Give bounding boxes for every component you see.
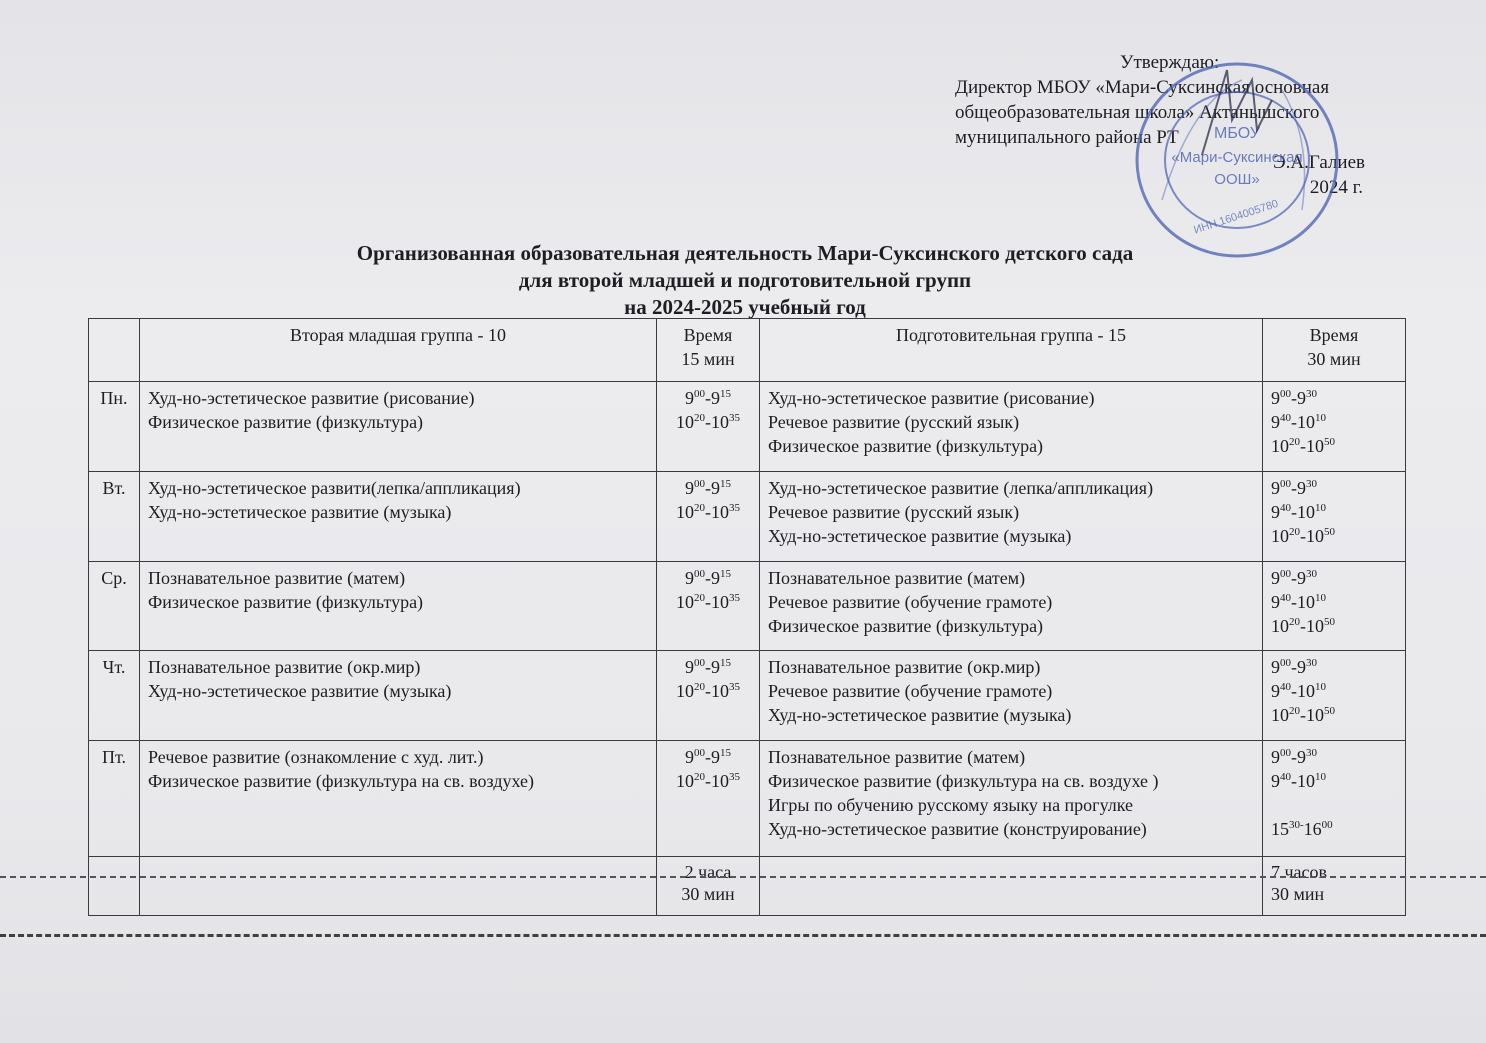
junior-time-start-min: 20	[694, 681, 705, 694]
junior-time-start-min: 00	[694, 388, 705, 401]
junior-time-end-min: 35	[729, 591, 740, 604]
junior-time-start-hour: 10	[676, 501, 694, 522]
header-prep-time	[1263, 319, 1406, 382]
junior-time-start-min: 00	[694, 567, 705, 580]
prep-times	[1263, 651, 1406, 741]
activity-item: Худ-но-эстетическое развитие (рисование)	[148, 388, 475, 409]
prep-time-start-min: 00	[1280, 746, 1291, 759]
prep-time-end-hour: -9	[1291, 657, 1306, 678]
approval-line-1: Директор МБОУ «Мари-Суксинская основная	[955, 77, 1330, 98]
header-prep-time-duration: 30 мин	[1307, 349, 1361, 369]
prep-time-start-hour: 9	[1271, 746, 1280, 767]
prep-time-start-min: 40	[1280, 412, 1291, 425]
totals-junior-hours: 2 часа	[684, 862, 732, 883]
junior-time-start-min: 20	[694, 770, 705, 783]
prep-time-start-hour: 9	[1271, 657, 1280, 678]
activity-item: Познавательное развитие (окр.мир)	[768, 657, 1041, 678]
junior-time-start-hour: 9	[685, 567, 694, 588]
junior-time-end-min: 35	[729, 770, 740, 783]
prep-time-end-min: 30	[1306, 657, 1317, 670]
prep-time-end-min: 50	[1324, 436, 1335, 449]
prep-time	[1271, 793, 1397, 817]
junior-time	[665, 590, 751, 614]
day-row	[89, 740, 1406, 856]
junior-time-start-hour: 9	[685, 477, 694, 498]
day-row	[89, 561, 1406, 651]
activity-item: Физическое развитие (физкультура)	[148, 591, 424, 612]
title-line-2: для второй младшей и подготовительной групп	[518, 268, 972, 292]
activity-item: Познавательное развитие (матем)	[768, 567, 1026, 588]
prep-time-end-hour: -10	[1291, 412, 1315, 433]
activity-item: Худ-но-эстетическое развитие (лепка/аппликация)	[768, 477, 1154, 498]
junior-activities	[140, 651, 657, 741]
activity-item: Худ-но-эстетическое развитие (музыка)	[768, 525, 1072, 546]
junior-time-end-min: 15	[720, 388, 731, 401]
prep-time-start-min: 20	[1289, 705, 1300, 718]
junior-time-end-hour: -9	[705, 388, 720, 409]
header-junior-time	[657, 319, 760, 382]
activity-item: Познавательное развитие (окр.мир)	[148, 657, 421, 678]
prep-time-start-hour: 10	[1271, 705, 1289, 726]
junior-activities	[140, 740, 657, 856]
prep-time-end-hour: -10	[1300, 705, 1324, 726]
prep-time	[1271, 566, 1397, 590]
activity-item: Речевое развитие (обучение грамоте)	[768, 681, 1053, 702]
prep-times	[1263, 382, 1406, 472]
prep-time-start-min: 20	[1289, 436, 1300, 449]
stamp-line-1: МБОУ	[1214, 125, 1260, 142]
prep-activities	[760, 382, 1263, 472]
junior-time-end-hour: -10	[705, 681, 729, 702]
prep-activities	[760, 740, 1263, 856]
junior-time-end-min: 35	[729, 412, 740, 425]
prep-time	[1271, 655, 1397, 679]
prep-time-start-min: 40	[1280, 591, 1291, 604]
junior-time	[665, 566, 751, 590]
totals-row	[89, 857, 1406, 916]
prep-time-end-hour: 16	[1303, 818, 1322, 839]
junior-time-start-hour: 10	[676, 681, 694, 702]
day-label: Ср.	[89, 561, 140, 651]
prep-time-end-min: 30	[1306, 477, 1317, 490]
prep-time-start-min: 40	[1280, 501, 1291, 514]
prep-time-end-min: 00	[1321, 818, 1333, 831]
junior-time-start-min: 00	[694, 477, 705, 490]
junior-time-end-hour: -10	[705, 591, 729, 612]
approval-line-3: муниципального района РТ	[955, 127, 1179, 148]
approval-line-2: общеобразовательная школа» Актанышского	[955, 102, 1320, 123]
totals-day-cell	[89, 857, 140, 916]
junior-time-start-min: 00	[694, 657, 705, 670]
day-label: Вт.	[89, 471, 140, 561]
fold-line	[0, 876, 1486, 878]
prep-time-end-min: 30	[1306, 746, 1317, 759]
prep-time	[1271, 745, 1397, 769]
approval-signatory: Э.А.Галиев	[1273, 152, 1365, 173]
activity-item: Худ-но-эстетическое развитие (рисование)	[768, 388, 1095, 409]
junior-time	[665, 679, 751, 703]
prep-time-start-min: 00	[1280, 567, 1291, 580]
activity-item: Худ-но-эстетическое развити(лепка/аппликация)	[148, 477, 521, 498]
day-row	[89, 471, 1406, 561]
stamp-line-3: ООШ»	[1214, 171, 1260, 188]
junior-time-start-min: 20	[694, 412, 705, 425]
junior-time-start-hour: 9	[685, 657, 694, 678]
prep-activities	[760, 561, 1263, 651]
activity-item: Физическое развитие (физкультура)	[148, 412, 424, 433]
prep-time	[1271, 524, 1397, 548]
prep-times	[1263, 471, 1406, 561]
activity-item: Физическое развитие (физкультура на св. воздухе )	[768, 770, 1159, 791]
totals-prep-cell	[760, 857, 1263, 916]
junior-time-start-hour: 9	[685, 746, 694, 767]
junior-time	[665, 476, 751, 500]
prep-time-start-min: 30-	[1289, 818, 1304, 831]
junior-time-end-min: 15	[720, 746, 731, 759]
prep-time	[1271, 386, 1397, 410]
junior-time	[665, 500, 751, 524]
prep-time-start-hour: 9	[1271, 412, 1280, 433]
junior-times	[657, 651, 760, 741]
day-row	[89, 651, 1406, 741]
prep-time-start-hour: 9	[1271, 477, 1280, 498]
schedule-table	[88, 318, 1406, 916]
prep-time-end-hour: -10	[1291, 591, 1315, 612]
prep-time	[1271, 679, 1397, 703]
prep-time-start-hour: 9	[1271, 501, 1280, 522]
junior-time-end-hour: -9	[705, 746, 720, 767]
junior-time-end-min: 15	[720, 477, 731, 490]
junior-time	[665, 410, 751, 434]
prep-time-end-hour: -10	[1291, 770, 1315, 791]
prep-time-start-hour: 9	[1271, 567, 1280, 588]
prep-time-start-min: 00	[1280, 657, 1291, 670]
junior-activities	[140, 561, 657, 651]
junior-activities	[140, 382, 657, 472]
school-stamp-icon	[1132, 60, 1342, 260]
junior-time-start-min: 20	[694, 591, 705, 604]
prep-time	[1271, 476, 1397, 500]
header-prep-group: Подготовительная группа - 15	[760, 319, 1263, 382]
activity-item: Худ-но-эстетическое развитие (музыка)	[768, 705, 1072, 726]
prep-time-end-min: 10	[1315, 501, 1326, 514]
header-junior-time-duration: 15 мин	[681, 349, 735, 369]
prep-time-start-hour: 9	[1271, 388, 1280, 409]
junior-time-end-hour: -10	[705, 770, 729, 791]
prep-times	[1263, 561, 1406, 651]
prep-time-start-hour: 9	[1271, 681, 1280, 702]
prep-time-start-hour: 10	[1271, 615, 1289, 636]
prep-time	[1271, 769, 1397, 793]
junior-time-start-min: 20	[694, 501, 705, 514]
prep-time	[1271, 500, 1397, 524]
table-header-row	[89, 319, 1406, 382]
activity-item: Речевое развитие (русский язык)	[768, 412, 1020, 433]
activity-item: Худ-но-эстетическое развитие (конструирование)	[768, 818, 1147, 839]
prep-time-end-min: 30	[1306, 388, 1317, 401]
junior-time-start-hour: 10	[676, 591, 694, 612]
approval-date: 2024 г.	[1309, 177, 1363, 198]
prep-time-start-hour: 15	[1271, 818, 1289, 839]
title-line-1: Организованная образовательная деятельность Мари-Суксинского детского сада	[356, 241, 1134, 265]
prep-activities	[760, 651, 1263, 741]
perforation-edge	[0, 934, 1486, 937]
junior-time-end-min: 35	[729, 501, 740, 514]
totals-junior-cell	[140, 857, 657, 916]
approval-heading: Утверждаю:	[1120, 52, 1220, 73]
day-label: Пн.	[89, 382, 140, 472]
totals-prep-minutes: 30 мин	[1271, 884, 1325, 905]
junior-time	[665, 745, 751, 769]
stamp-line-2: «Мари-Суксинская	[1171, 149, 1303, 166]
activity-item: Худ-но-эстетическое развитие (музыка)	[148, 501, 452, 522]
prep-time-start-hour: 9	[1271, 591, 1280, 612]
prep-time	[1271, 817, 1397, 841]
prep-time	[1271, 614, 1397, 638]
prep-time	[1271, 434, 1397, 458]
junior-time-end-hour: -10	[705, 501, 729, 522]
junior-times	[657, 382, 760, 472]
junior-time-end-hour: -9	[705, 567, 720, 588]
header-day-cell	[89, 319, 140, 382]
junior-time-end-min: 15	[720, 657, 731, 670]
prep-time-start-min: 00	[1280, 477, 1291, 490]
prep-time-start-min: 40	[1280, 681, 1291, 694]
junior-time-start-hour: 10	[676, 412, 694, 433]
prep-time-end-hour: -10	[1291, 681, 1315, 702]
activity-item: Физическое развитие (физкультура)	[768, 615, 1044, 636]
activity-item: Речевое развитие (ознакомление с худ. лит.)	[148, 746, 484, 767]
prep-time-end-hour: -9	[1291, 746, 1306, 767]
prep-time-end-hour: -10	[1291, 501, 1315, 522]
prep-times	[1263, 740, 1406, 856]
prep-time-end-hour: -10	[1300, 615, 1324, 636]
activity-item: Речевое развитие (обучение грамоте)	[768, 591, 1053, 612]
junior-time-end-hour: -10	[705, 412, 729, 433]
day-rows	[89, 382, 1406, 857]
prep-time-end-min: 30	[1306, 567, 1317, 580]
prep-time-end-hour: -9	[1291, 477, 1306, 498]
totals-prep-time	[1263, 857, 1406, 916]
activity-item: Познавательное развитие (матем)	[148, 567, 406, 588]
prep-time-start-hour: 10	[1271, 525, 1289, 546]
junior-time-end-hour: -9	[705, 477, 720, 498]
activity-item: Физическое развитие (физкультура)	[768, 436, 1044, 457]
day-label: Чт.	[89, 651, 140, 741]
header-prep-time-label: Время	[1309, 325, 1359, 345]
prep-time	[1271, 703, 1397, 727]
header-junior-time-label: Время	[683, 325, 733, 345]
document-title	[230, 240, 1260, 321]
junior-time	[665, 769, 751, 793]
prep-time-end-min: 10	[1315, 412, 1326, 425]
prep-time-start-min: 20	[1289, 525, 1300, 538]
prep-time-end-min: 50	[1324, 705, 1335, 718]
junior-time-start-hour: 9	[685, 388, 694, 409]
activity-item: Игры по обучению русскому языку на прогулке	[768, 794, 1134, 815]
day-row	[89, 382, 1406, 472]
junior-time-start-min: 00	[694, 746, 705, 759]
prep-time-start-hour: 10	[1271, 436, 1289, 457]
prep-time-start-min: 00	[1280, 388, 1291, 401]
activity-item: Речевое развитие (русский язык)	[768, 501, 1020, 522]
title-line-3: на 2024-2025 учебный год	[624, 295, 866, 319]
activity-item: Худ-но-эстетическое развитие (музыка)	[148, 681, 452, 702]
stamp-inn: ИНН 1604005780	[1192, 197, 1280, 237]
prep-time-end-min: 10	[1315, 770, 1326, 783]
prep-time-end-hour: -9	[1291, 388, 1306, 409]
junior-times	[657, 561, 760, 651]
totals-junior-time	[657, 857, 760, 916]
prep-time-end-min: 50	[1324, 525, 1335, 538]
activity-item: Познавательное развитие (матем)	[768, 746, 1026, 767]
totals-junior-minutes: 30 мин	[681, 884, 735, 905]
junior-time-end-min: 35	[729, 681, 740, 694]
prep-time-start-hour: 9	[1271, 770, 1280, 791]
junior-activities	[140, 471, 657, 561]
totals-prep-hours: 7 часов	[1271, 862, 1328, 883]
junior-times	[657, 740, 760, 856]
junior-time	[665, 655, 751, 679]
prep-time-start-min: 40	[1280, 770, 1291, 783]
junior-time-end-hour: -9	[705, 657, 720, 678]
prep-time-end-hour: -9	[1291, 567, 1306, 588]
prep-time-end-min: 50	[1324, 615, 1335, 628]
junior-time-start-hour: 10	[676, 770, 694, 791]
header-junior-group: Вторая младшая группа - 10	[140, 319, 657, 382]
day-label: Пт.	[89, 740, 140, 856]
prep-time-end-hour: -10	[1300, 436, 1324, 457]
junior-time	[665, 386, 751, 410]
prep-time	[1271, 590, 1397, 614]
prep-time-start-min: 20	[1289, 615, 1300, 628]
junior-time-end-min: 15	[720, 567, 731, 580]
activity-item: Физическое развитие (физкультура на св. воздухе)	[148, 770, 535, 791]
prep-time	[1271, 410, 1397, 434]
prep-time-end-hour: -10	[1300, 525, 1324, 546]
prep-time-end-min: 10	[1315, 681, 1326, 694]
junior-times	[657, 471, 760, 561]
prep-time-end-min: 10	[1315, 591, 1326, 604]
prep-activities	[760, 471, 1263, 561]
